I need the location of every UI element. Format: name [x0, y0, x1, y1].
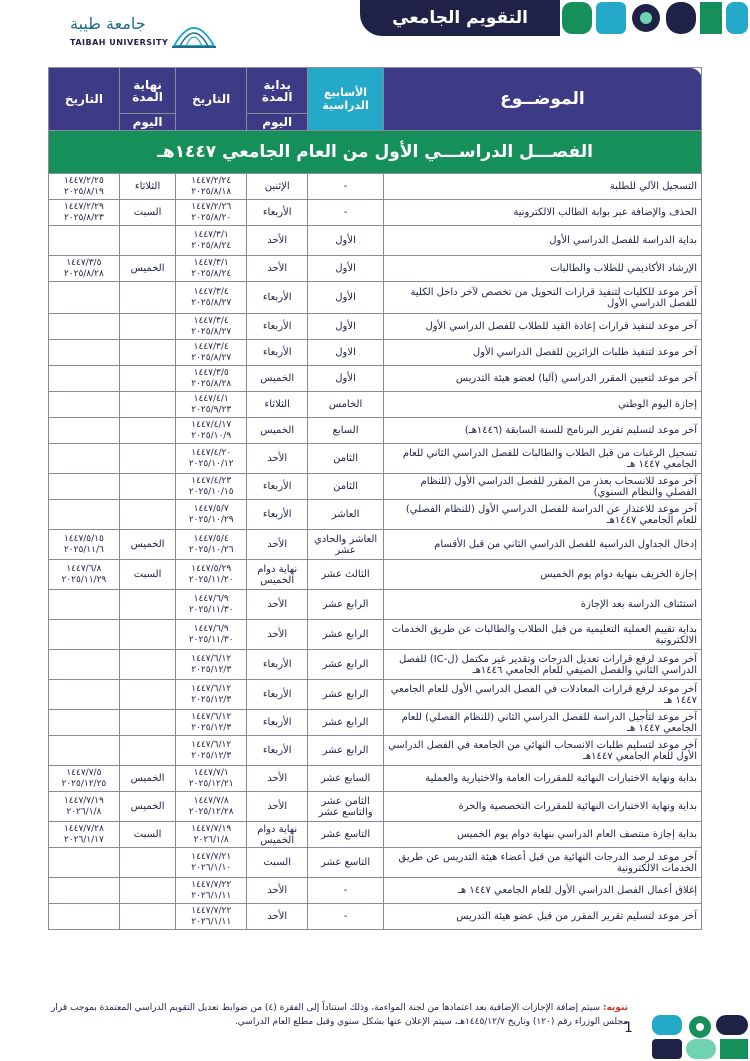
- row-end-day: السبت: [119, 560, 176, 590]
- row-topic: بداية تقييم العملية التعليمية من قبل الطلاب والطالبات عن طريق الخدمات الالكترونية: [383, 620, 701, 650]
- row-end-date: [49, 226, 120, 256]
- row-topic: آخر موعد لتسليم طلبات الانسحاب النهائي من الجامعة في الفصل الدراسي الأول للعام الجامعي ١٤٤٧هـ: [383, 736, 701, 766]
- row-start-date: ١٤٤٧/٦/١٢ ٢٠٢٥/١٢/٣: [176, 680, 247, 710]
- row-start-date: ١٤٤٧/٣/٤ ٢٠٢٥/٨/٢٧: [176, 340, 247, 366]
- table-row: [49, 314, 702, 340]
- row-week: الأول: [308, 314, 383, 340]
- row-end-date: [49, 474, 120, 500]
- row-start-date: ١٤٤٧/٥/٤ ٢٠٢٥/١٠/٢٦: [176, 530, 247, 560]
- row-topic: بداية الدراسة للفصل الدراسي الأول: [383, 226, 701, 256]
- table-row: [49, 200, 702, 226]
- row-end-day: الخميس: [119, 792, 176, 822]
- row-start-day: الأربعاء: [247, 340, 308, 366]
- row-topic: آخر موعد لرفع قرارات تعديل الدرجات وتقدير غير مكتمل (ل-IC) للفصل الدراسي الثاني والفصل الصيفي للعام الجامعي ١٤٤٦هـ: [383, 650, 701, 680]
- row-topic: تسجيل الرغبات من قبل الطلاب والطالبات للفصل الدراسي الثاني للعام الجامعي ١٤٤٧ هـ: [383, 444, 701, 474]
- row-start-date: ١٤٤٧/٤/٢٣ ٢٠٢٥/١٠/١٥: [176, 474, 247, 500]
- table-row: [49, 444, 702, 474]
- row-topic: بداية ونهاية الاختبارات النهائية للمقررات العامة والاختيارية والعملية: [383, 766, 701, 792]
- table-row: [49, 560, 702, 590]
- row-week: الرابع عشر: [308, 736, 383, 766]
- pattern-icon: [560, 0, 750, 36]
- header-end-date: التاريخ: [49, 68, 120, 131]
- row-start-day: الأربعاء: [247, 710, 308, 736]
- row-end-date: ١٤٤٧/٥/١٥ ٢٠٢٥/١١/٦: [49, 530, 120, 560]
- row-start-day: الأحد: [247, 256, 308, 282]
- table-row: [49, 392, 702, 418]
- row-start-date: ١٤٤٧/٥/٧ ٢٠٢٥/١٠/٢٩: [176, 500, 247, 530]
- row-week: التاسع عشر: [308, 822, 383, 848]
- row-end-date: [49, 590, 120, 620]
- row-end-date: ١٤٤٧/٢/٢٩ ٢٠٢٥/٨/٢٣: [49, 200, 120, 226]
- row-end-day: [119, 226, 176, 256]
- table-row: [49, 282, 702, 314]
- row-end-day: [119, 314, 176, 340]
- row-topic: بداية إجازة منتصف العام الدراسي بنهاية دوام يوم الخميس: [383, 822, 701, 848]
- row-start-day: الأربعاء: [247, 650, 308, 680]
- row-end-date: ١٤٤٧/٧/٥ ٢٠٢٥/١٢/٢٥: [49, 766, 120, 792]
- row-start-day: الأربعاء: [247, 736, 308, 766]
- row-end-day: السبت: [119, 822, 176, 848]
- row-week: السابع عشر: [308, 766, 383, 792]
- row-start-date: ١٤٤٧/٧/١ ٢٠٢٥/١٢/٢١: [176, 766, 247, 792]
- row-topic: بداية ونهاية الاختبارات النهائية للمقررات التخصصية والحرة: [383, 792, 701, 822]
- table-row: [49, 680, 702, 710]
- row-start-date: ١٤٤٧/٢/٢٤ ٢٠٢٥/٨/١٨: [176, 174, 247, 200]
- row-start-day: نهاية دوام الخميس: [247, 822, 308, 848]
- row-start-day: الأربعاء: [247, 680, 308, 710]
- row-end-date: [49, 878, 120, 904]
- row-end-day: الثلاثاء: [119, 174, 176, 200]
- row-end-date: ١٤٤٧/٧/٢٨ ٢٠٢٦/١/١٧: [49, 822, 120, 848]
- row-start-day: الأربعاء: [247, 200, 308, 226]
- row-start-day: الأحد: [247, 620, 308, 650]
- row-start-date: ١٤٤٧/٤/١ ٢٠٢٥/٩/٢٣: [176, 392, 247, 418]
- row-week: الخامس: [308, 392, 383, 418]
- row-topic: آخر موعد للانسحاب بعذر من المقرر للفصل الدراسي الأول (للنظام الفصلي والنظام السنوي): [383, 474, 701, 500]
- row-week: الثامن عشر والتاسع عشر: [308, 792, 383, 822]
- row-week: -: [308, 174, 383, 200]
- note-text: سيتم إضافة الإجازات الإضافية بعد اعتمادها من لجنة المواءمة، وذلك استناداً إلى الفقرة (٤) من ضوابط تعديل التقويم الدراسي المعتمدة بموجب قرار مجلس الوزراء رقم (١٢٠) وتاريخ ١٤٤٥/١٢/٧هـ، سيتم الإعلان عنها بشكل سنوي وقبل مطلع العام الدراسي.: [51, 1003, 628, 1027]
- row-start-date: ١٤٤٧/٦/١٢ ٢٠٢٥/١٢/٣: [176, 650, 247, 680]
- row-start-day: الثلاثاء: [247, 392, 308, 418]
- row-end-day: [119, 418, 176, 444]
- row-start-day: الأحد: [247, 904, 308, 930]
- row-week: الثامن: [308, 444, 383, 474]
- row-start-day: الأحد: [247, 226, 308, 256]
- logo-english: TAIBAH UNIVERSITY: [70, 38, 169, 47]
- table-row: [49, 620, 702, 650]
- pattern-icon: [650, 1013, 750, 1061]
- header-end-day: اليوم: [119, 114, 176, 131]
- row-start-date: ١٤٤٧/٣/٤ ٢٠٢٥/٨/٢٧: [176, 282, 247, 314]
- row-topic: التسجيل الآلي للطلبة: [383, 174, 701, 200]
- row-week: الثامن: [308, 474, 383, 500]
- table-row: [49, 226, 702, 256]
- row-start-date: ١٤٤٧/٣/٥ ٢٠٢٥/٨/٢٨: [176, 366, 247, 392]
- row-start-day: الأحد: [247, 766, 308, 792]
- row-topic: آخر موعد لتأجيل الدراسة للفصل الدراسي الثاني (للنظام الفصلي) للعام الجامعي ١٤٤٧ هـ: [383, 710, 701, 736]
- row-week: العاشر: [308, 500, 383, 530]
- row-start-date: ١٤٤٧/٧/٢٢ ٢٠٢٦/١/١١: [176, 878, 247, 904]
- row-end-day: [119, 904, 176, 930]
- row-start-day: الأحد: [247, 590, 308, 620]
- row-week: الأول: [308, 282, 383, 314]
- table-row: [49, 766, 702, 792]
- row-end-date: [49, 314, 120, 340]
- row-week: السابع: [308, 418, 383, 444]
- row-start-day: الخميس: [247, 418, 308, 444]
- row-start-day: الخميس: [247, 366, 308, 392]
- row-topic: إدخال الجداول الدراسية للفصل الدراسي الثاني من قبل الأقسام: [383, 530, 701, 560]
- row-topic: آخر موعد لتعيين المقرر الدراسي (آليا) لعضو هيئة التدريس: [383, 366, 701, 392]
- row-end-day: [119, 710, 176, 736]
- row-end-date: ١٤٤٧/٧/١٩ ٢٠٢٦/١/٨: [49, 792, 120, 822]
- table-row: [49, 710, 702, 736]
- row-end-date: [49, 904, 120, 930]
- row-end-day: [119, 848, 176, 878]
- table-row: [49, 590, 702, 620]
- row-topic: الحذف والإضافة عبر بوابة الطالب الالكترونية: [383, 200, 701, 226]
- row-end-date: ١٤٤٧/٣/٥ ٢٠٢٥/٨/٢٨: [49, 256, 120, 282]
- row-start-date: ١٤٤٧/٧/٨ ٢٠٢٥/١٢/٢٨: [176, 792, 247, 822]
- table-row: [49, 366, 702, 392]
- page-number: 1: [624, 1020, 633, 1036]
- row-topic: الإرشاد الأكاديمي للطلاب والطالبات: [383, 256, 701, 282]
- semester-title: الفصـــل الدراســـي الأول من العام الجامعي ١٤٤٧هـ: [49, 131, 702, 174]
- row-end-day: السبت: [119, 200, 176, 226]
- row-start-day: الأحد: [247, 878, 308, 904]
- row-topic: إغلاق أعمال الفصل الدراسي الأول للعام الجامعي ١٤٤٧ هـ: [383, 878, 701, 904]
- row-topic: آخر موعد لرفع قرارات المعادلات في الفصل الدراسي الأول للعام الجامعي ١٤٤٧ هـ: [383, 680, 701, 710]
- row-end-day: [119, 736, 176, 766]
- row-week: الرابع عشر: [308, 620, 383, 650]
- row-end-day: [119, 392, 176, 418]
- row-topic: آخر موعد للاعتذار عن الدراسة للفصل الدراسي الأول (للنظام الفصلي) للعام الجامعي ١٤٤٧هـ: [383, 500, 701, 530]
- row-end-day: [119, 680, 176, 710]
- row-end-date: [49, 444, 120, 474]
- row-start-day: الأربعاء: [247, 282, 308, 314]
- row-end-day: [119, 620, 176, 650]
- row-week: الرابع عشر: [308, 710, 383, 736]
- row-start-date: ١٤٤٧/٦/١٢ ٢٠٢٥/١٢/٣: [176, 710, 247, 736]
- row-week: العاشر والحادي عشر: [308, 530, 383, 560]
- row-start-day: الإثنين: [247, 174, 308, 200]
- row-week: الاول: [308, 340, 383, 366]
- row-start-date: ١٤٤٧/٣/١ ٢٠٢٥/٨/٢٤: [176, 226, 247, 256]
- row-end-date: ١٤٤٧/٦/٨ ٢٠٢٥/١١/٢٩: [49, 560, 120, 590]
- row-start-date: ١٤٤٧/٣/١ ٢٠٢٥/٨/٢٤: [176, 256, 247, 282]
- row-week: -: [308, 904, 383, 930]
- row-topic: آخر موعد لتنفيذ قرارات إعادة القيد للطلاب للفصل الدراسي الأول: [383, 314, 701, 340]
- row-end-day: [119, 650, 176, 680]
- table-row: [49, 418, 702, 444]
- row-end-day: الخميس: [119, 766, 176, 792]
- header-start: بداية المدة: [247, 68, 308, 114]
- row-end-date: [49, 620, 120, 650]
- row-topic: آخر موعد لتنفيذ طلبات الزائرين للفصل الدراسي الأول: [383, 340, 701, 366]
- row-start-day: الأربعاء: [247, 500, 308, 530]
- row-end-date: [49, 500, 120, 530]
- row-topic: آخر موعد لتسليم تقرير المقرر من قبل عضو هيئة التدريس: [383, 904, 701, 930]
- row-start-day: الأحد: [247, 444, 308, 474]
- row-end-date: [49, 392, 120, 418]
- row-end-day: [119, 282, 176, 314]
- table-row: [49, 474, 702, 500]
- header-title: التقويم الجامعي: [360, 0, 560, 36]
- row-start-day: الأربعاء: [247, 314, 308, 340]
- table-row: [49, 822, 702, 848]
- table-row: [49, 792, 702, 822]
- row-week: الرابع عشر: [308, 680, 383, 710]
- table-row: [49, 174, 702, 200]
- row-end-day: الخميس: [119, 256, 176, 282]
- row-start-day: الأحد: [247, 792, 308, 822]
- row-start-date: ١٤٤٧/٢/٢٦ ٢٠٢٥/٨/٢٠: [176, 200, 247, 226]
- header-end: نهاية المدة: [119, 68, 176, 114]
- note-label: تنويه:: [602, 1003, 628, 1013]
- row-end-date: [49, 848, 120, 878]
- table-row: [49, 904, 702, 930]
- row-week: الأول: [308, 366, 383, 392]
- header-start-date: التاريخ: [176, 68, 247, 131]
- row-topic: آخر موعد لرصد الدرجات النهائية من قبل أعضاء هيئة التدريس عن طريق الخدمات الالكترونية: [383, 848, 701, 878]
- row-week: الأول: [308, 256, 383, 282]
- table-row: [49, 650, 702, 680]
- header-bar: [360, 0, 750, 36]
- footer-note: [48, 1001, 628, 1029]
- table-row: [49, 878, 702, 904]
- row-week: الرابع عشر: [308, 650, 383, 680]
- calendar-table: [48, 67, 702, 930]
- dome-icon: [170, 14, 218, 50]
- row-end-date: [49, 650, 120, 680]
- row-week: -: [308, 878, 383, 904]
- row-start-date: ١٤٤٧/٣/٤ ٢٠٢٥/٨/٢٧: [176, 314, 247, 340]
- row-start-date: ١٤٤٧/٦/٩ ٢٠٢٥/١١/٣٠: [176, 590, 247, 620]
- row-topic: آخر موعد لتسليم تقرير البرنامج للسنة السابقة (١٤٤٦هـ): [383, 418, 701, 444]
- row-end-day: الخميس: [119, 530, 176, 560]
- row-end-day: [119, 500, 176, 530]
- row-start-date: ١٤٤٧/٤/١٧ ٢٠٢٥/١٠/٩: [176, 418, 247, 444]
- row-end-date: ١٤٤٧/٢/٢٥ ٢٠٢٥/٨/١٩: [49, 174, 120, 200]
- row-start-date: ١٤٤٧/٧/٢٢ ٢٠٢٦/١/١١: [176, 904, 247, 930]
- row-start-day: نهاية دوام الخميس: [247, 560, 308, 590]
- row-start-day: السبت: [247, 848, 308, 878]
- table-row: [49, 256, 702, 282]
- row-start-date: ١٤٤٧/٦/١٢ ٢٠٢٥/١٢/٣: [176, 736, 247, 766]
- university-logo: [60, 14, 220, 54]
- row-start-day: الأحد: [247, 530, 308, 560]
- row-end-day: [119, 340, 176, 366]
- row-end-date: [49, 736, 120, 766]
- row-week: التاسع عشر: [308, 848, 383, 878]
- row-start-date: ١٤٤٧/٤/٢٠ ٢٠٢٥/١٠/١٢: [176, 444, 247, 474]
- table-row: [49, 340, 702, 366]
- row-end-date: [49, 418, 120, 444]
- row-start-day: الأربعاء: [247, 474, 308, 500]
- row-end-day: [119, 366, 176, 392]
- row-end-date: [49, 340, 120, 366]
- row-week: -: [308, 200, 383, 226]
- row-end-day: [119, 474, 176, 500]
- row-week: الأول: [308, 226, 383, 256]
- row-end-day: [119, 590, 176, 620]
- row-end-date: [49, 710, 120, 736]
- row-topic: إجازة الخريف بنهاية دوام يوم الخميس: [383, 560, 701, 590]
- table-row: [49, 530, 702, 560]
- row-start-date: ١٤٤٧/٥/٢٩ ٢٠٢٥/١١/٢٠: [176, 560, 247, 590]
- table-row: [49, 500, 702, 530]
- header-weeks: الأسابيع الدراسية: [308, 68, 383, 131]
- row-end-date: [49, 282, 120, 314]
- row-start-date: ١٤٤٧/٧/١٩ ٢٠٢٦/١/٨: [176, 822, 247, 848]
- table-row: [49, 736, 702, 766]
- row-week: الثالث عشر: [308, 560, 383, 590]
- row-week: الرابع عشر: [308, 590, 383, 620]
- logo-arabic: جامعة طيبة: [70, 14, 146, 33]
- row-topic: إجازة اليوم الوطني: [383, 392, 701, 418]
- row-end-date: [49, 366, 120, 392]
- header-topic: الموضــوع: [383, 68, 701, 131]
- row-start-date: ١٤٤٧/٧/٢١ ٢٠٢٦/١/١٠: [176, 848, 247, 878]
- row-end-date: [49, 680, 120, 710]
- row-start-date: ١٤٤٧/٦/٩ ٢٠٢٥/١١/٣٠: [176, 620, 247, 650]
- row-topic: آخر موعد للكليات لتنفيذ قرارات التحويل من تخصص لآخر داخل الكلية للفصل الدراسي الأول: [383, 282, 701, 314]
- row-end-day: [119, 878, 176, 904]
- row-end-day: [119, 444, 176, 474]
- row-topic: استئناف الدراسة بعد الإجازة: [383, 590, 701, 620]
- header-start-day: اليوم: [247, 114, 308, 131]
- table-row: [49, 848, 702, 878]
